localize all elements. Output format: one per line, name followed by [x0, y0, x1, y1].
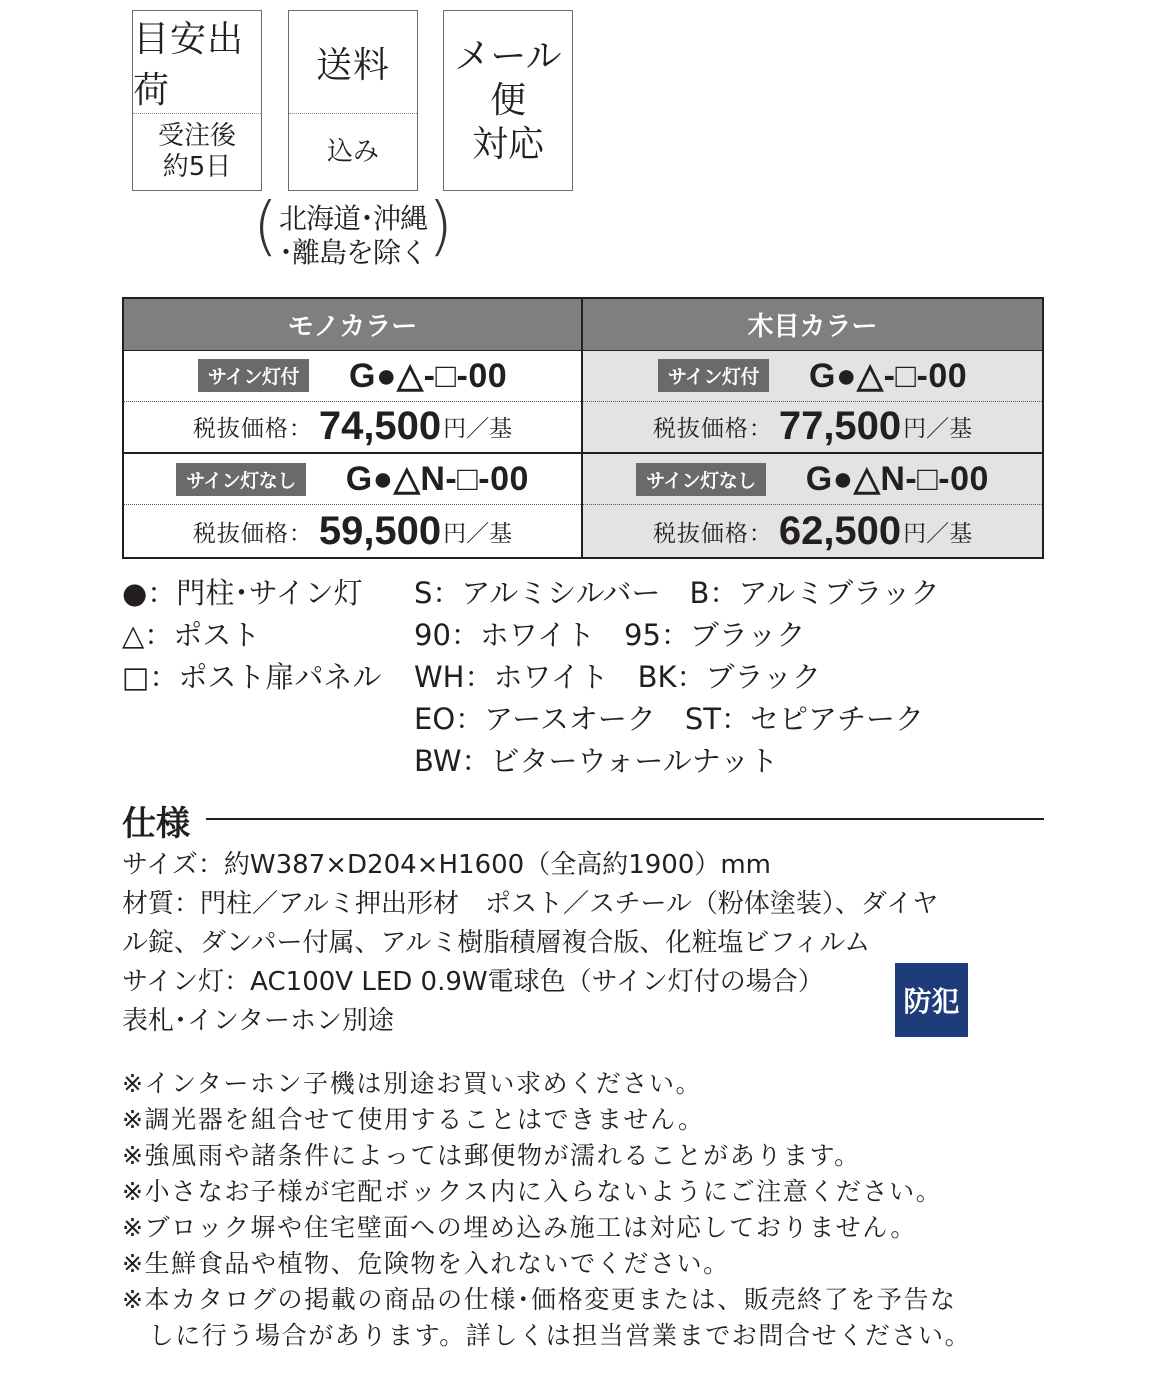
open-paren: (: [253, 190, 278, 264]
no-sign-light-tag: サイン灯なし: [636, 463, 766, 496]
sign-light-tag: サイン灯付: [658, 359, 769, 392]
column-header-wood: 木目カラー: [583, 299, 1042, 351]
price-label: 税抜価格：: [192, 416, 313, 443]
note-item: ※インターホン子機は別途お買い求めください。: [122, 1069, 703, 1098]
price-row: [583, 505, 1042, 557]
exclusion-text: 北海道･沖縄 ･離島を除く: [278, 202, 427, 269]
product-code: G●△N-□-00: [345, 460, 529, 499]
shipping-exclusion-note: [253, 190, 453, 272]
spec-divider: [206, 818, 1044, 820]
product-code-row: [124, 454, 581, 506]
legend-color-item: BW：ビターウォールナット: [414, 744, 779, 778]
no-sign-light-tag: サイン灯なし: [176, 463, 306, 496]
product-code: G●△-□-00: [349, 356, 508, 395]
sign-light-tag: サイン灯付: [198, 359, 309, 392]
note-item: ※本カタログの掲載の商品の仕様･価格変更または、販売終了を予告な: [122, 1285, 957, 1314]
product-code: G●△N-□-00: [805, 460, 989, 499]
spec-line: サイン灯：AC100V LED 0.9W電球色（サイン灯付の場合）: [122, 967, 824, 997]
spec-line: ル錠、ダンパー付属、アルミ樹脂積層複合版、化粧塩ビフィルム: [122, 928, 871, 958]
mail-delivery-box: [443, 10, 573, 191]
spec-line: サイズ：約W387×D204×H1600（全高約1900）mm: [122, 850, 772, 880]
shipping-fee-box: [288, 10, 418, 191]
notes-list: [122, 1066, 971, 1354]
product-code: G●△-□-00: [809, 356, 968, 395]
note-item: ※調光器を組合せて使用することはできません。: [122, 1105, 705, 1134]
mail-delivery-label: メール便 対応: [454, 35, 562, 165]
note-item: ※生鮮食品や植物、危険物を入れないでください。: [122, 1249, 730, 1278]
price-value: 74,500: [318, 404, 442, 449]
note-item: ※小さなお子様が宅配ボックス内に入らないようにご注意ください。: [122, 1177, 943, 1206]
shipping-estimate-box: [132, 10, 262, 191]
shipping-fee-value: 込み: [326, 136, 379, 167]
price-label: 税抜価格：: [652, 520, 773, 547]
legend-color-item: EO：アースオーク ST：セピアチーク: [414, 702, 924, 736]
price-unit: 円／基: [903, 416, 973, 443]
product-code-row: [583, 454, 1042, 506]
product-code-row: [124, 351, 581, 403]
symbol-legend: [122, 572, 381, 698]
legend-symbol-item: ●：門柱･サイン灯: [122, 576, 363, 610]
note-item: しに行う場合があります。詳しくは担当営業までお問合せください。: [122, 1321, 972, 1350]
legend-color-item: 90：ホワイト 95：ブラック: [414, 618, 806, 652]
price-value: 77,500: [778, 404, 902, 449]
price-value: 59,500: [318, 508, 442, 553]
security-badge: 防犯: [895, 963, 968, 1037]
legend-color-item: S：アルミシルバー B：アルミブラック: [414, 576, 940, 610]
product-code-row: [583, 351, 1042, 403]
price-label: 税抜価格：: [192, 520, 313, 547]
price-unit: 円／基: [443, 416, 513, 443]
note-item: ※強風雨や諸条件によっては郵便物が濡れることがあります。: [122, 1141, 861, 1170]
shipping-estimate-value: 受注後 約5日: [157, 121, 236, 182]
wood-color-column: [583, 299, 1042, 557]
price-unit: 円／基: [443, 520, 513, 547]
price-unit: 円／基: [903, 520, 973, 547]
legend-symbol-item: □：ポスト扉パネル: [122, 660, 382, 694]
price-label: 税抜価格：: [652, 416, 773, 443]
price-value: 62,500: [778, 508, 902, 553]
spec-line: 材質：門柱／アルミ押出形材 ポスト／スチール（粉体塗装）、ダイヤ: [122, 889, 939, 919]
price-row: [124, 402, 581, 454]
column-header-mono: モノカラー: [124, 299, 581, 351]
shipping-fee-title: 送料: [289, 11, 417, 114]
spec-line: 表札･インターホン別途: [122, 1006, 394, 1036]
note-item: ※ブロック塀や住宅壁面への埋め込み施工は対応しておりません。: [122, 1213, 917, 1242]
price-row: [124, 505, 581, 557]
price-row: [583, 402, 1042, 454]
color-code-legend: [414, 572, 940, 782]
legend-color-item: WH：ホワイト BK：ブラック: [414, 660, 821, 694]
shipping-estimate-title: 目安出荷: [133, 11, 261, 114]
price-table: [122, 297, 1044, 559]
close-paren: ): [428, 190, 453, 264]
mono-color-column: [124, 299, 583, 557]
spec-list: [122, 846, 938, 1041]
legend-symbol-item: △：ポスト: [122, 618, 261, 652]
spec-heading: 仕様: [122, 804, 190, 844]
